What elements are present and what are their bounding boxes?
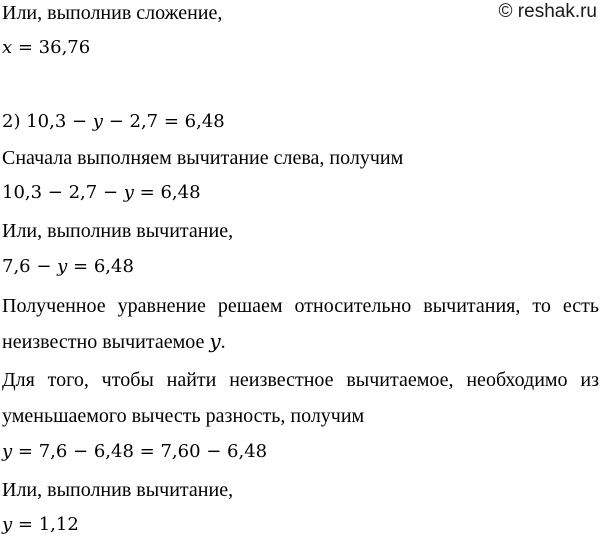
equation-x-result: 𝑥 = 36,76	[2, 37, 91, 58]
equation-simplified: 7,6 − 𝑦 = 6,48	[2, 256, 134, 277]
equation-y-result: 𝑦 = 1,12	[2, 514, 79, 535]
text-line-after-addition: Или, выполнив сложение,	[2, 2, 223, 24]
text-line-rule: Для того, чтобы найти неизвестное вычитаемое, необходимо из	[2, 369, 599, 391]
equation-y-expression: 𝑦 = 7,6 − 6,48 = 7,60 − 6,48	[2, 441, 268, 462]
text-line-after-subtraction-1: Или, выполнив вычитание,	[2, 220, 234, 242]
watermark: © reshak.ru	[498, 1, 597, 22]
text-line-solve-relative: Полученное уравнение решаем относительно вычитания, то есть	[2, 295, 599, 317]
text-line-rule-cont: уменьшаемого вычесть разность, получим	[2, 405, 365, 427]
task-2-equation: 2) 10,3 − 𝑦 − 2,7 = 6,48	[2, 111, 225, 132]
text-line-unknown-subtrahend: неизвестно вычитаемое 𝑦.	[2, 331, 226, 353]
equation-rearranged: 10,3 − 2,7 − 𝑦 = 6,48	[2, 182, 201, 203]
text-line-subtract-left: Сначала выполняем вычитание слева, получим	[2, 147, 404, 169]
text-line-after-subtraction-2: Или, выполнив вычитание,	[2, 479, 234, 501]
